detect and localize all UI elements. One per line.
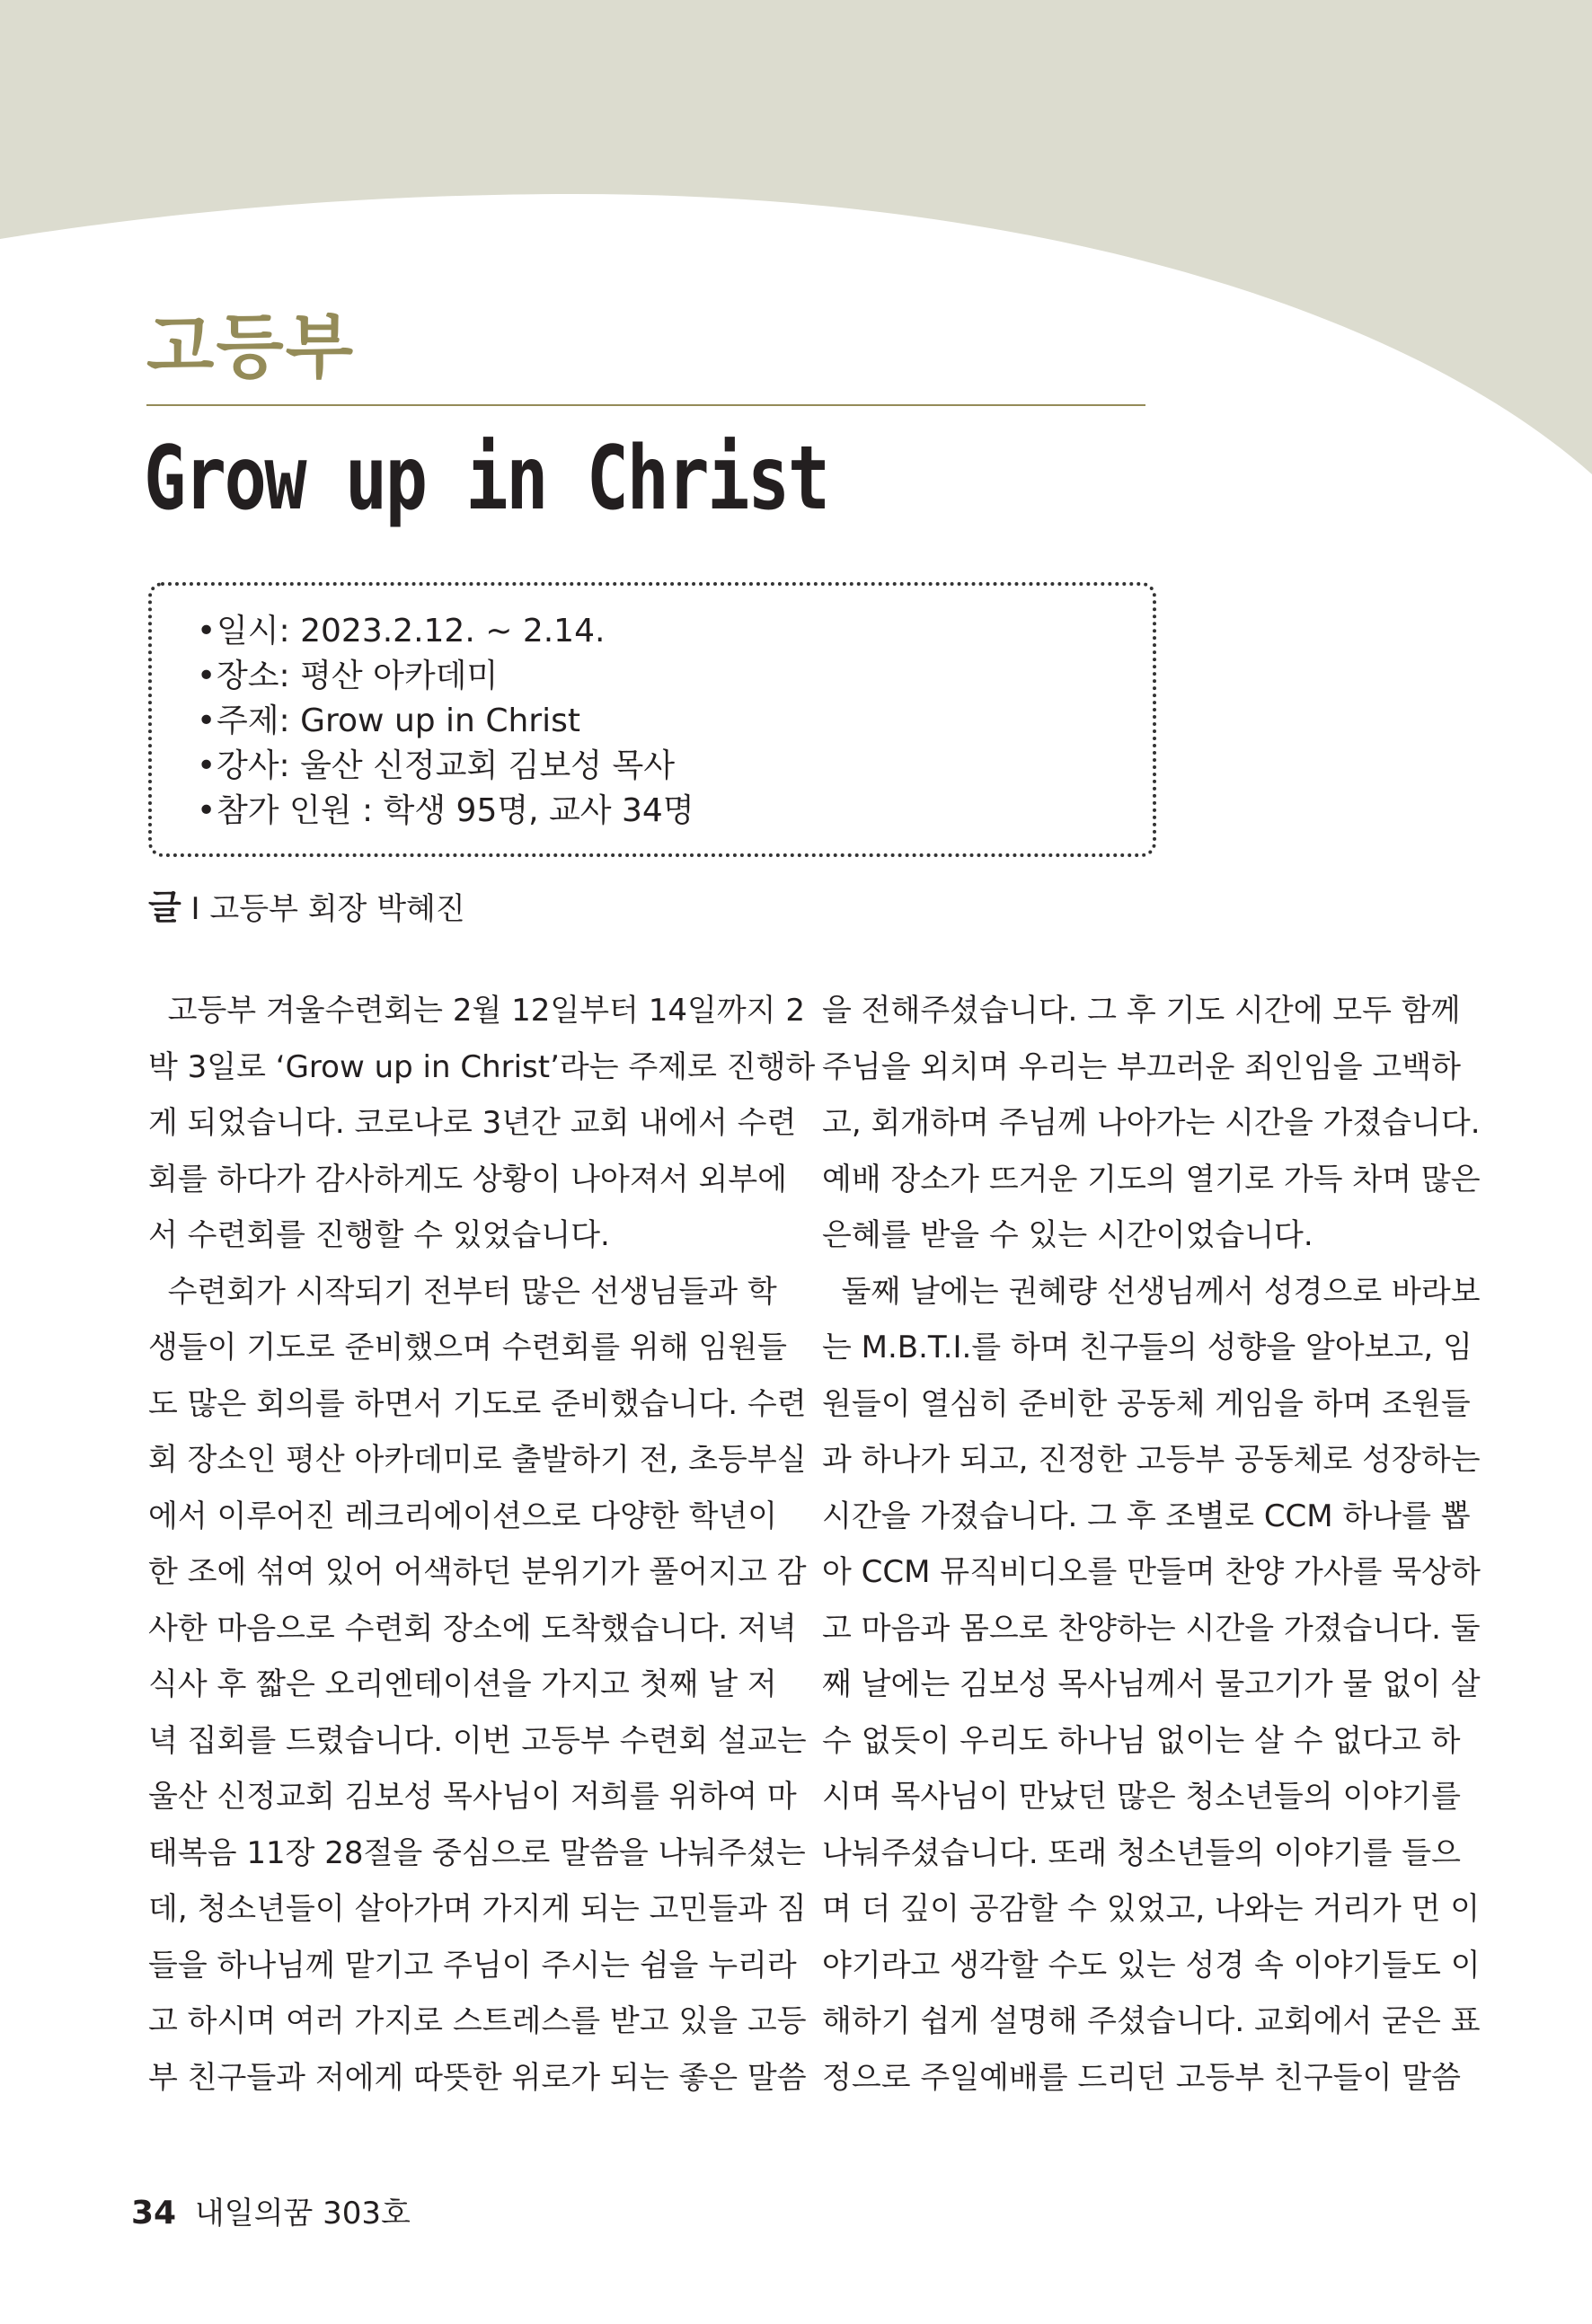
text-line: 정으로 주일예배를 드리던 고등부 친구들이 말씀 (822, 2059, 1461, 2096)
text-line: 태복음 11장 28절을 중심으로 말씀을 나눠주셨는 (148, 1834, 806, 1871)
byline-label: 글 (148, 888, 181, 927)
text-line: 서 수련회를 진행할 수 있었습니다. (148, 1217, 610, 1253)
section-title: 고등부 (146, 307, 356, 388)
text-line: 과 하나가 되고, 진정한 고등부 공동체로 성장하는 (822, 1442, 1481, 1478)
text-line: 둘째 날에는 권혜량 선생님께서 성경으로 바라보 (822, 1273, 1481, 1310)
title-divider (146, 404, 1145, 406)
info-item-theme: •주제: Grow up in Christ (197, 699, 1153, 744)
text-line: 을 전해주셨습니다. 그 후 기도 시간에 모두 함께 (822, 993, 1461, 1029)
info-item-date: •일시: 2023.2.12. ~ 2.14. (197, 609, 1153, 654)
text-line: 도 많은 회의를 하면서 기도로 준비했습니다. 수련 (148, 1385, 807, 1422)
bullet: • (197, 613, 217, 649)
text-line: 는 M.B.T.I.를 하며 친구들의 성향을 알아보고, 임 (822, 1330, 1473, 1365)
bullet: • (197, 703, 217, 739)
article-title: Grow up in Christ (144, 428, 828, 530)
text-line: 시간을 가졌습니다. 그 후 조별로 CCM 하나를 뽑 (822, 1498, 1471, 1534)
publication-name: 내일의꿈 303호 (194, 2196, 411, 2231)
page-number: 34 (131, 2195, 177, 2231)
text-line: 수 없듯이 우리도 하나님 없이는 살 수 없다고 하 (822, 1722, 1461, 1759)
text-line: 들을 하나님께 맡기고 주님이 주시는 쉼을 누리라 (148, 1947, 797, 1984)
body-column-right (822, 983, 1481, 2106)
text-line: 나눠주셨습니다. 또래 청소년들의 이야기를 들으 (822, 1834, 1461, 1871)
text-line: 고등부 겨울수련회는 2월 12일부터 14일까지 2 (148, 993, 805, 1029)
bullet: • (197, 747, 217, 784)
text-line: 생들이 기도로 준비했으며 수련회를 위해 임원들 (148, 1330, 787, 1365)
text-line: 녁 집회를 드렸습니다. 이번 고등부 수련회 설교는 (148, 1722, 807, 1759)
byline-separator: I (190, 891, 200, 927)
text-line: 울산 신정교회 김보성 목사님이 저희를 위하여 마 (148, 1779, 797, 1815)
text-line: 고 하시며 여러 가지로 스트레스를 받고 있을 고등 (148, 2003, 807, 2039)
text-line: 야기라고 생각할 수도 있는 성경 속 이야기들도 이 (822, 1947, 1481, 1984)
text-line: 회를 하다가 감사하게도 상황이 나아져서 외부에 (148, 1161, 787, 1197)
text-line: 사한 마음으로 수련회 장소에 도착했습니다. 저녁 (148, 1610, 797, 1647)
body-column-left (148, 983, 816, 2106)
text-line: 부 친구들과 저에게 따뜻한 위로가 되는 좋은 말씀 (148, 2059, 807, 2096)
text-line: 시며 목사님이 만났던 많은 청소년들의 이야기를 (822, 1779, 1461, 1815)
text-line: 수련회가 시작되기 전부터 많은 선생님들과 학 (148, 1273, 777, 1310)
text-line: 박 3일로 ‘Grow up in Christ’라는 주제로 진행하 (148, 1048, 816, 1085)
text-line: 예배 장소가 뜨거운 기도의 열기로 가득 차며 많은 (822, 1161, 1481, 1197)
text-line: 한 조에 섞여 있어 어색하던 분위기가 풀어지고 감 (148, 1554, 807, 1590)
info-item-attendance: •참가 인원 : 학생 95명, 교사 34명 (197, 789, 1153, 834)
bullet: • (197, 658, 217, 694)
info-item-speaker: •강사: 울산 신정교회 김보성 목사 (197, 744, 1153, 789)
text-line: 주님을 외치며 우리는 부끄러운 죄인임을 고백하 (822, 1048, 1461, 1085)
info-item-place: •장소: 평산 아카데미 (197, 654, 1153, 699)
byline-author: 고등부 회장 박혜진 (209, 891, 465, 927)
text-line: 에서 이루어진 레크리에이션으로 다양한 학년이 (148, 1498, 778, 1534)
text-line: 은혜를 받을 수 있는 시간이었습니다. (822, 1217, 1313, 1253)
text-line: 식사 후 짧은 오리엔테이션을 가지고 첫째 날 저 (148, 1666, 777, 1702)
text-line: 며 더 깊이 공감할 수 있었고, 나와는 거리가 먼 이 (822, 1891, 1481, 1927)
event-info-box (148, 582, 1156, 857)
text-line: 고, 회개하며 주님께 나아가는 시간을 가졌습니다. (822, 1105, 1481, 1141)
text-line: 아 CCM 뮤직비디오를 만들며 찬양 가사를 묵상하 (822, 1554, 1481, 1590)
page-footer (131, 2192, 411, 2235)
text-line: 고 마음과 몸으로 찬양하는 시간을 가졌습니다. 둘 (822, 1610, 1481, 1647)
text-line: 원들이 열심히 준비한 공동체 게임을 하며 조원들 (822, 1385, 1471, 1422)
text-line: 데, 청소년들이 살아가며 가지게 되는 고민들과 짐 (148, 1891, 807, 1927)
text-line: 째 날에는 김보성 목사님께서 물고기가 물 없이 살 (822, 1666, 1481, 1702)
bullet: • (197, 792, 217, 829)
text-line: 회 장소인 평산 아카데미로 출발하기 전, 초등부실 (148, 1442, 807, 1478)
text-line: 게 되었습니다. 코로나로 3년간 교회 내에서 수련 (148, 1105, 797, 1141)
byline (148, 886, 465, 931)
text-line: 해하기 쉽게 설명해 주셨습니다. 교회에서 굳은 표 (822, 2003, 1481, 2039)
